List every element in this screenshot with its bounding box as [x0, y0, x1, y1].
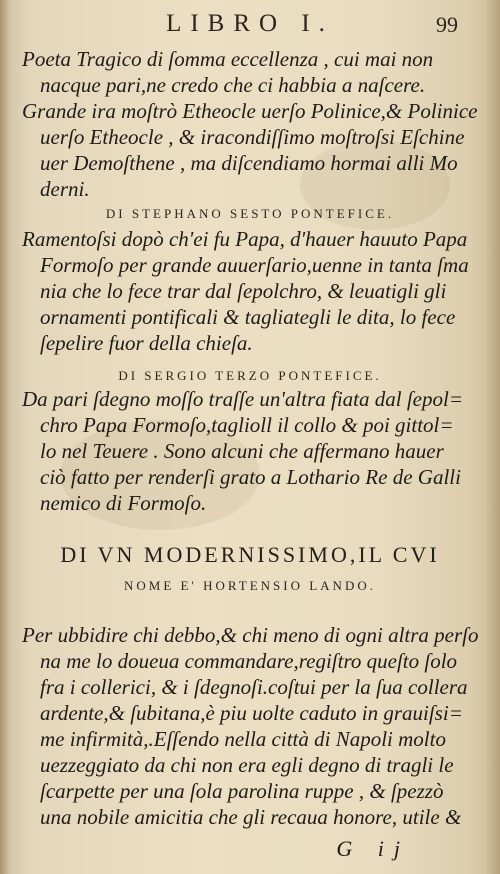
text-line: na me lo doueua commandare,regiſtro queſto ſolo [40, 649, 458, 673]
text-line: me infirmità,.Eſſendo nella città di Napoli molto [40, 727, 446, 751]
chapter-subheading: NOME E' HORTENSIO LANDO. [124, 578, 376, 593]
text-line: Da pari ſdegno moſſo traſſe un'altra fiata dal ſepol= [22, 387, 463, 411]
paragraph [22, 226, 469, 356]
text-line: Ramentoſsi dopò ch'ei fu Papa, d'hauer hauuto Papa [22, 227, 468, 251]
page-header [0, 10, 500, 40]
page-gutter-shadow [0, 0, 10, 874]
page-edge-shadow [486, 0, 500, 874]
page-number: 99 [436, 12, 458, 37]
running-head: LIBRO I. [166, 10, 334, 37]
text-line: lo nel Teuere . Sono alcuni che affermano hauer [40, 439, 444, 463]
text-line: Grande ira moſtrò Etheocle uerſo Polinice,& Polinice [22, 99, 478, 123]
paragraph [22, 46, 466, 98]
paragraph [22, 622, 479, 830]
text-line: ciò fatto per renderſi grato a Lothario Re de Galli [40, 465, 461, 489]
text-line: una nobile amicitia che gli recaua honore, utile & [40, 805, 462, 829]
paragraph [22, 98, 478, 202]
text-line: chro Papa Formoſo,taglioll il collo & poi gittol= [40, 413, 454, 437]
text-line: Poeta Tragico di ſomma eccellenza , cui mai non [22, 47, 434, 71]
text-line: nemico di Formoſo. [40, 491, 207, 515]
paragraph [22, 386, 466, 516]
section-heading: DI STEPHANO SESTO PONTEFICE. [105, 206, 395, 221]
text-line: ſepelire fuor della chieſa. [40, 331, 253, 355]
text-line: ſcarpette per una ſola parolina ruppe , & ſpezzò [40, 779, 444, 803]
text-line: derni. [40, 177, 90, 201]
text-line: ornamenti pontificali & tagliategli le dita, lo fece [40, 305, 456, 329]
text-line: uezzeggiato da chi non era egli degno di tragli le [40, 753, 454, 777]
text-line: Per ubbidire chi debbo,& chi meno di ogni altra perſo [22, 623, 479, 647]
text-line: Formoſo per grande auuerſario,uenne in tanta ſma [40, 253, 469, 277]
text-line: uerſo Etheocle , & iracondiſſimo moſtroſsi Eſchine [40, 125, 465, 149]
text-line: uer Demoſthene , ma diſcendiamo hormai alli Mo [40, 151, 458, 175]
section-heading: DI SERGIO TERZO PONTEFICE. [118, 368, 382, 383]
signature-mark: G ij [336, 836, 410, 861]
text-line: fra i collerici, & i ſdegnoſi.coſtui per la ſua collera [40, 675, 468, 699]
text-line: nia che lo fece trar dal ſepolchro, & leuatigli gli [40, 279, 447, 303]
text-line: ardente,& ſubitana,è piu uolte caduto in grauiſsi= [40, 701, 463, 725]
text-line: nacque pari,ne credo che ci habbia a naſcere. [40, 73, 426, 97]
chapter-heading: DI VN MODERNISSIMO,IL CVI [60, 542, 440, 567]
